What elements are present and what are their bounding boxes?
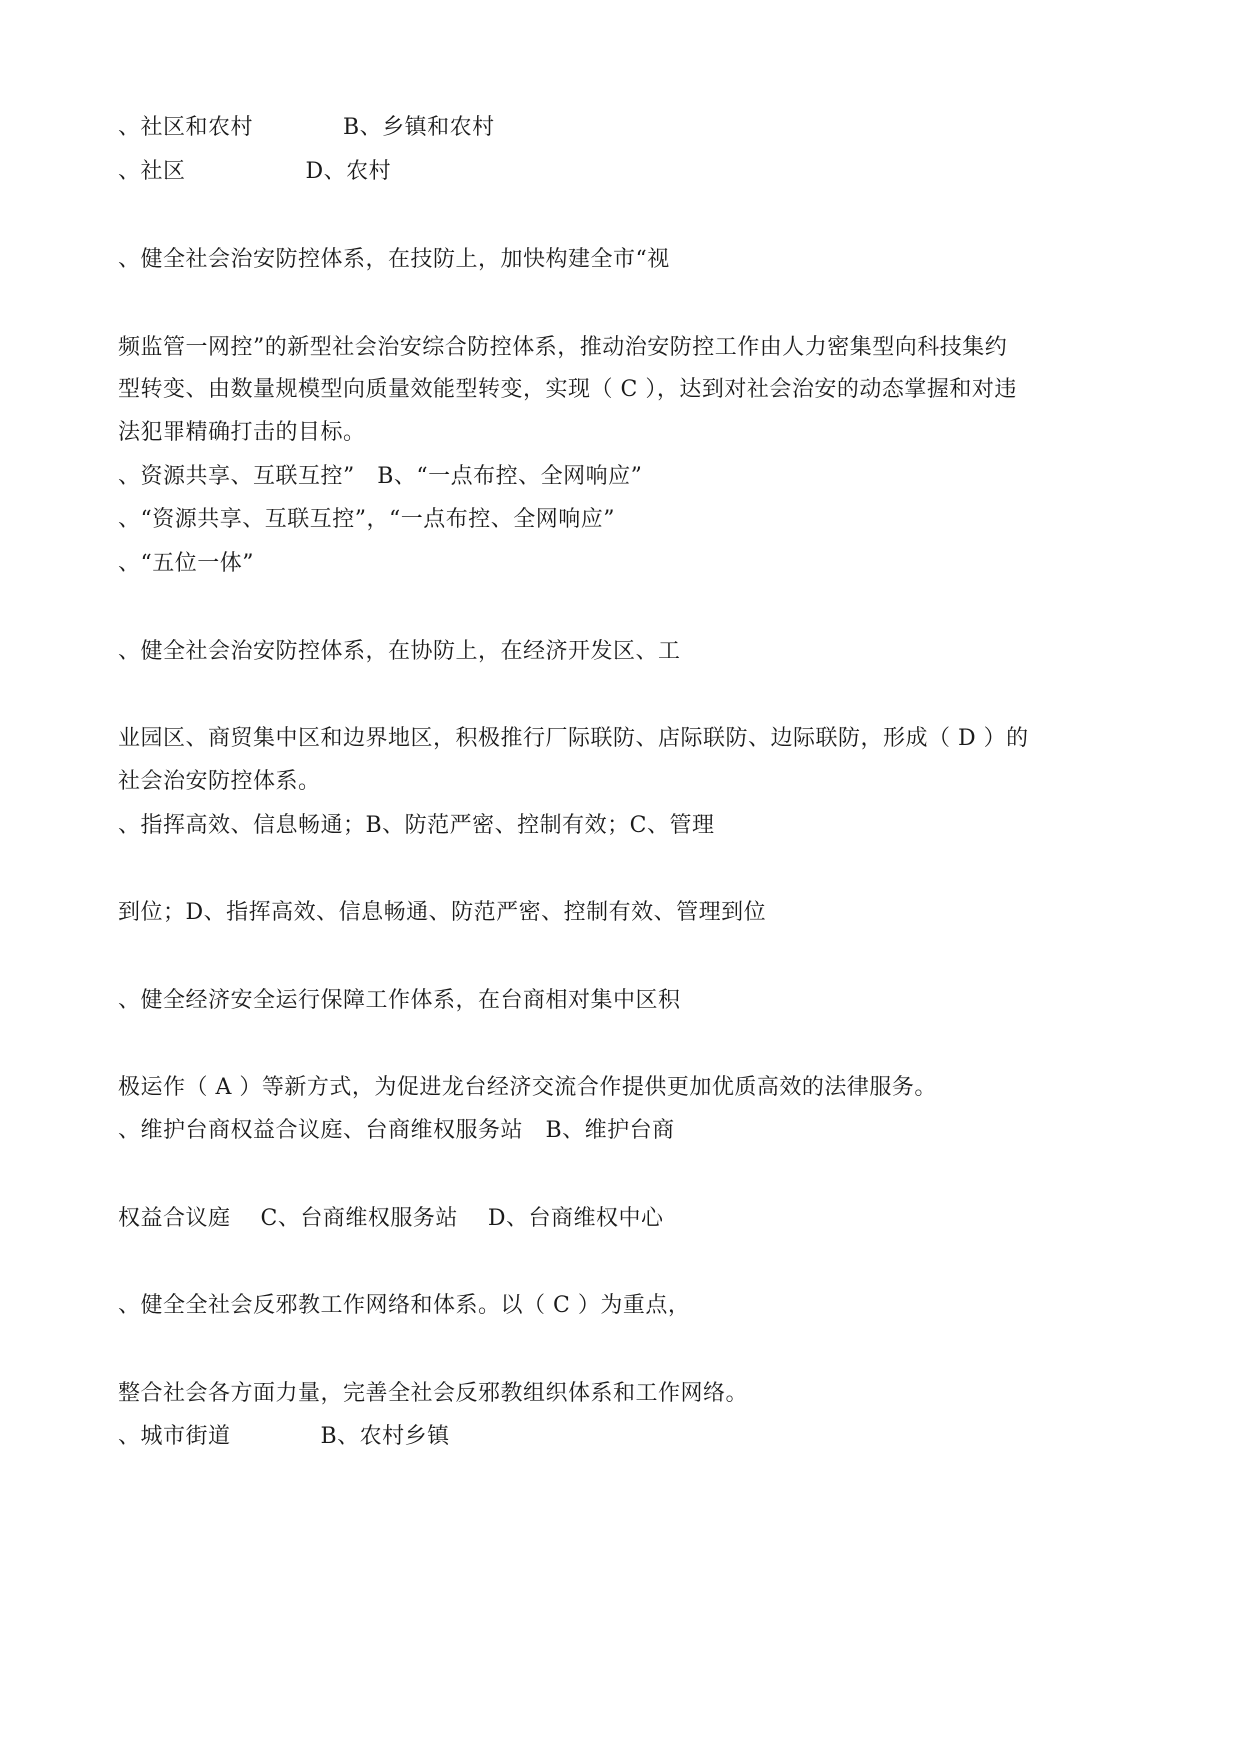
question-3-stem-line-1: 、健全社会治安防控体系，在协防上，在经济开发区、工 bbox=[118, 639, 681, 664]
question-3-options-line-2: 到位；D、指挥高效、信息畅通、防范严密、控制有效、管理到位 bbox=[118, 900, 767, 925]
question-4-stem-line-1: 、健全经济安全运行保障工作体系，在台商相对集中区积 bbox=[118, 988, 681, 1013]
question-3-options-line-1: 、指挥高效、信息畅通；B、防范严密、控制有效；C、管理 bbox=[118, 813, 715, 838]
question-2-stem-line-2: 频监管一网控”的新型社会治安综合防控体系，推动治安防控工作由人力密集型向科技集约 bbox=[118, 335, 1008, 360]
question-2-option-c: 、“资源共享、互联互控”，“一点布控、全网响应” bbox=[118, 507, 615, 532]
option-line-q1-cd: 、社区 D、农村 bbox=[118, 159, 392, 184]
question-3-stem-line-3: 社会治安防控体系。 bbox=[118, 769, 321, 794]
question-5-stem-line-2: 整合社会各方面力量，完善全社会反邪教组织体系和工作网络。 bbox=[118, 1381, 749, 1406]
question-5-options-line-1: 、城市街道 B、农村乡镇 bbox=[118, 1424, 450, 1449]
question-2-stem-line-4: 法犯罪精确打击的目标。 bbox=[118, 420, 366, 445]
option-line-q1-ab: 、社区和农村 B、乡镇和农村 bbox=[118, 115, 495, 140]
question-2-stem-line-1: 、健全社会治安防控体系，在技防上，加快构建全市“视 bbox=[118, 247, 670, 272]
question-5-stem-line-1: 、健全全社会反邪教工作网络和体系。以（ C ）为重点， bbox=[118, 1293, 691, 1318]
question-2-stem-line-3: 型转变、由数量规模型向质量效能型转变，实现（ C ），达到对社会治安的动态掌握和对违 bbox=[118, 377, 1017, 402]
question-3-stem-line-2: 业园区、商贸集中区和边界地区，积极推行厂际联防、店际联防、边际联防，形成（ D ）的 bbox=[118, 726, 1029, 751]
question-4-options-line-1: 、维护台商权益合议庭、台商维权服务站 B、维护台商 bbox=[118, 1118, 675, 1143]
question-4-options-line-2: 权益合议庭 C、台商维权服务站 D、台商维权中心 bbox=[118, 1206, 664, 1231]
question-4-stem-line-2: 极运作（ A ）等新方式，为促进龙台经济交流合作提供更加优质高效的法律服务。 bbox=[118, 1075, 937, 1100]
question-2-option-ab: 、资源共享、互联互控” B、“一点布控、全网响应” bbox=[118, 464, 643, 489]
question-2-option-d: 、“五位一体” bbox=[118, 551, 254, 576]
